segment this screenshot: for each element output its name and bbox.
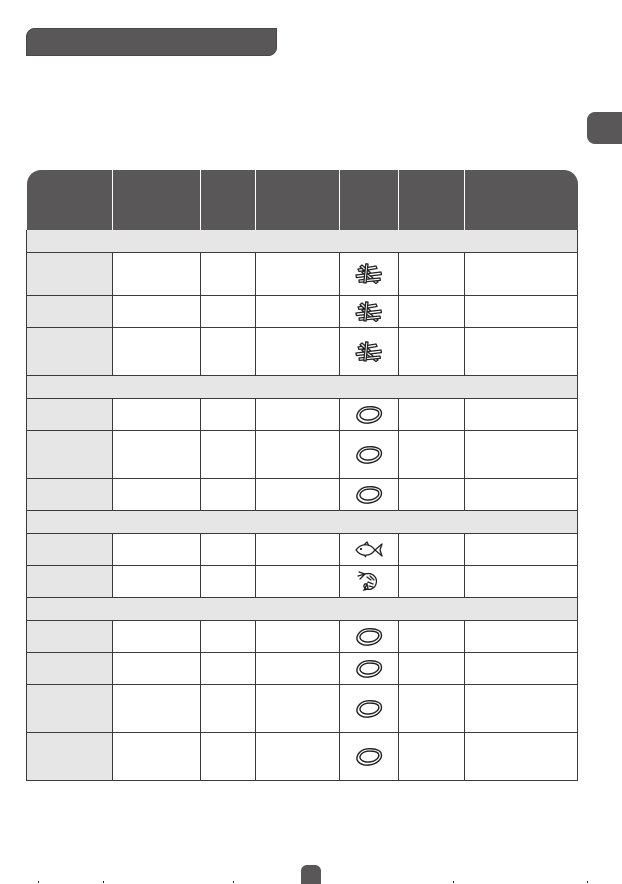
row-label-cell: [27, 566, 113, 598]
table-cell: [465, 399, 578, 431]
table-row: [27, 534, 578, 566]
table-cell: [465, 328, 578, 376]
table-row: [27, 399, 578, 431]
table-cell: [465, 296, 578, 328]
food-icon-cell: [340, 534, 399, 566]
table-cell: [201, 328, 256, 376]
section-row-2: [27, 376, 578, 399]
header-cell: [399, 170, 465, 230]
header-cell: [340, 170, 399, 230]
food-icon-cell: [340, 479, 399, 511]
table-cell: [256, 328, 340, 376]
meat-icon: [354, 408, 384, 420]
table-row: [27, 621, 578, 653]
food-icon-cell: [340, 653, 399, 685]
page-number-tab: [301, 865, 321, 884]
food-icon-cell: [340, 733, 399, 781]
section-cell: [27, 230, 578, 253]
meat-icon: [354, 630, 384, 642]
meat-icon: [354, 702, 384, 714]
fries-icon: [354, 305, 384, 317]
section-row-3: [27, 511, 578, 534]
section-row-1: [27, 230, 578, 253]
row-label-cell: [27, 399, 113, 431]
row-label-cell: [27, 253, 113, 296]
row-label-cell: [27, 296, 113, 328]
table-cell: [399, 621, 465, 653]
table-cell: [399, 534, 465, 566]
row-label-cell: [27, 479, 113, 511]
meat-icon: [354, 750, 384, 762]
table-cell: [399, 479, 465, 511]
table-cell: [256, 431, 340, 479]
meat-icon: [354, 662, 384, 674]
table-cell: [113, 431, 201, 479]
table-body: [27, 230, 578, 781]
table-cell: [256, 621, 340, 653]
crop-mark: [103, 881, 104, 883]
section-title-bar: [26, 28, 277, 56]
table-cell: [113, 566, 201, 598]
table-cell: [256, 479, 340, 511]
header-cell: [465, 170, 578, 230]
table-cell: [113, 296, 201, 328]
table-cell: [465, 685, 578, 733]
table-row: [27, 296, 578, 328]
table-cell: [465, 653, 578, 685]
food-icon-cell: [340, 399, 399, 431]
food-icon-cell: [340, 296, 399, 328]
meat-icon: [354, 448, 384, 460]
food-icon-cell: [340, 328, 399, 376]
row-label-cell: [27, 733, 113, 781]
table-cell: [465, 566, 578, 598]
table-cell: [256, 534, 340, 566]
fries-icon: [354, 345, 384, 357]
table-cell: [399, 296, 465, 328]
crop-mark: [38, 881, 39, 883]
row-label-cell: [27, 328, 113, 376]
table-cell: [201, 399, 256, 431]
table-cell: [113, 253, 201, 296]
row-label-cell: [27, 653, 113, 685]
row-label-cell: [27, 534, 113, 566]
food-icon-cell: [340, 253, 399, 296]
header-cell: [256, 170, 340, 230]
shrimp-icon: [356, 575, 382, 587]
section-cell: [27, 376, 578, 399]
table-row: [27, 685, 578, 733]
table-cell: [256, 566, 340, 598]
table-cell: [465, 479, 578, 511]
table-cell: [201, 653, 256, 685]
table-cell: [201, 621, 256, 653]
crop-mark: [453, 881, 454, 883]
table-cell: [113, 328, 201, 376]
table-cell: [399, 328, 465, 376]
food-icon-cell: [340, 621, 399, 653]
crop-mark: [587, 881, 588, 883]
table-cell: [113, 653, 201, 685]
table-cell: [201, 253, 256, 296]
fish-icon: [354, 543, 384, 555]
table-cell: [201, 733, 256, 781]
table-cell: [465, 534, 578, 566]
table-cell: [399, 431, 465, 479]
table-cell: [113, 534, 201, 566]
section-row-4: [27, 598, 578, 621]
fries-icon: [354, 268, 384, 280]
row-label-cell: [27, 621, 113, 653]
table-cell: [256, 253, 340, 296]
header-cell: [113, 170, 201, 230]
table-cell: [399, 566, 465, 598]
table-cell: [201, 566, 256, 598]
table-cell: [465, 253, 578, 296]
table-cell: [113, 685, 201, 733]
table-cell: [465, 733, 578, 781]
section-cell: [27, 511, 578, 534]
table-cell: [201, 534, 256, 566]
crop-mark: [233, 881, 234, 883]
table-cell: [113, 399, 201, 431]
table-cell: [201, 685, 256, 733]
table-cell: [256, 685, 340, 733]
table-header-row: [27, 170, 578, 230]
table-row: [27, 479, 578, 511]
row-label-cell: [27, 431, 113, 479]
table-cell: [256, 399, 340, 431]
table-cell: [399, 733, 465, 781]
chapter-tab: [587, 112, 622, 144]
table-row: [27, 253, 578, 296]
header-cell: [27, 170, 113, 230]
row-label-cell: [27, 685, 113, 733]
food-icon-cell: [340, 566, 399, 598]
table-cell: [256, 653, 340, 685]
header-cell: [201, 170, 256, 230]
table-row: [27, 431, 578, 479]
food-icon-cell: [340, 431, 399, 479]
section-cell: [27, 598, 578, 621]
table-row: [27, 733, 578, 781]
table-cell: [256, 733, 340, 781]
food-icon-cell: [340, 685, 399, 733]
cooking-table: [26, 170, 578, 781]
table-row: [27, 566, 578, 598]
table-cell: [465, 621, 578, 653]
table-cell: [201, 431, 256, 479]
table-cell: [399, 253, 465, 296]
table-cell: [399, 653, 465, 685]
table-cell: [113, 479, 201, 511]
table-row: [27, 653, 578, 685]
table-cell: [201, 296, 256, 328]
table-cell: [399, 399, 465, 431]
table-cell: [465, 431, 578, 479]
table-cell: [201, 479, 256, 511]
table-row: [27, 328, 578, 376]
meat-icon: [354, 488, 384, 500]
table-cell: [399, 685, 465, 733]
table-cell: [113, 621, 201, 653]
table-cell: [113, 733, 201, 781]
table-cell: [256, 296, 340, 328]
